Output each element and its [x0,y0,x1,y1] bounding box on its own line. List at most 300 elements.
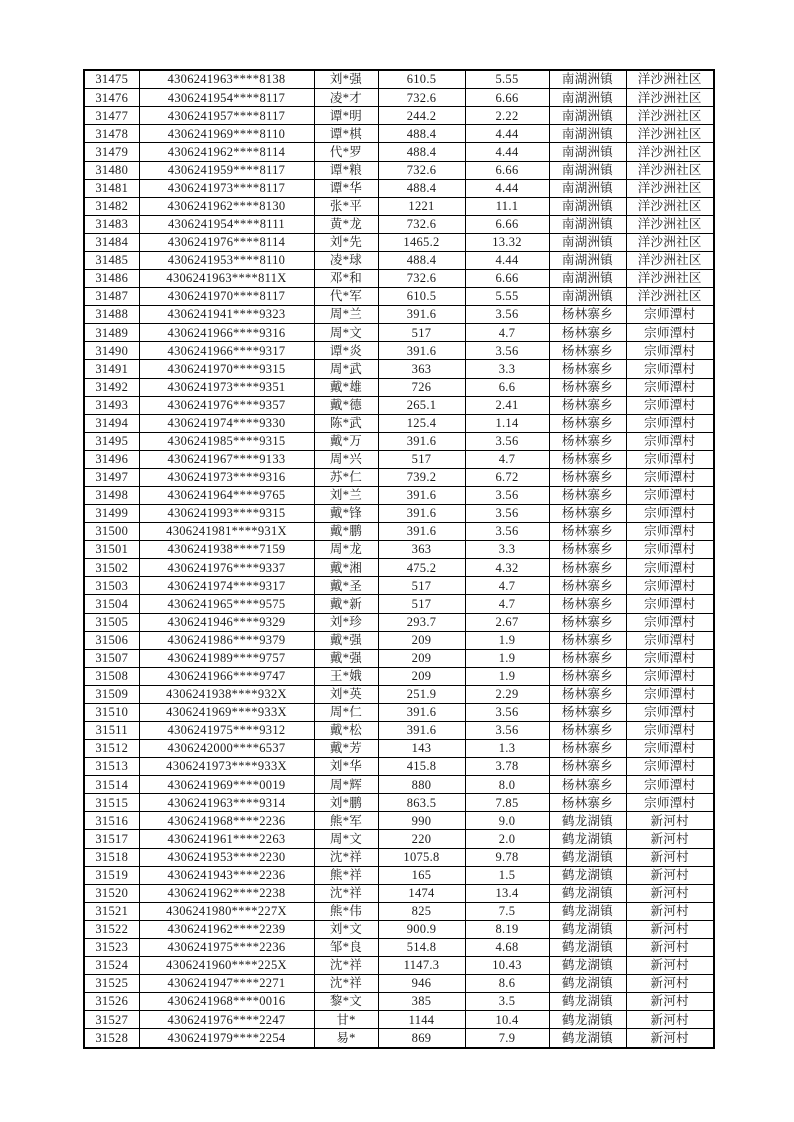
cell-amount: 1144 [378,1011,465,1029]
table-row [84,270,714,288]
cell-amount: 293.7 [378,613,465,631]
cell-village: 洋沙洲社区 [626,215,714,233]
cell-seq: 31503 [84,577,139,595]
cell-village: 洋沙洲社区 [626,161,714,179]
cell-town: 鹤龙湖镇 [549,848,626,866]
cell-seq: 31478 [84,125,139,143]
cell-village: 宗师潭村 [626,396,714,414]
cell-name: 刘*文 [314,920,378,938]
cell-name: 周*文 [314,830,378,848]
cell-name: 代*罗 [314,143,378,161]
cell-area: 3.56 [465,342,549,360]
cell-amount: 125.4 [378,414,465,432]
cell-name: 刘*兰 [314,486,378,504]
cell-amount: 385 [378,993,465,1011]
cell-seq: 31505 [84,613,139,631]
cell-area: 10.4 [465,1011,549,1029]
table-row [84,233,714,251]
cell-town: 杨林寨乡 [549,776,626,794]
cell-amount: 739.2 [378,468,465,486]
cell-town: 杨林寨乡 [549,631,626,649]
table-row [84,143,714,161]
cell-area: 6.72 [465,468,549,486]
cell-name: 沈*祥 [314,884,378,902]
cell-village: 新河村 [626,957,714,975]
cell-village: 洋沙洲社区 [626,70,714,89]
cell-area: 8.6 [465,975,549,993]
cell-area: 3.78 [465,758,549,776]
table-row [84,396,714,414]
cell-seq: 31485 [84,251,139,269]
cell-id: 4306241961****2263 [139,830,314,848]
cell-town: 南湖洲镇 [549,70,626,89]
cell-amount: 1075.8 [378,848,465,866]
cell-seq: 31498 [84,486,139,504]
table-row [84,324,714,342]
cell-name: 苏*仁 [314,468,378,486]
cell-amount: 363 [378,360,465,378]
cell-amount: 610.5 [378,288,465,306]
cell-town: 杨林寨乡 [549,613,626,631]
cell-town: 杨林寨乡 [549,360,626,378]
cell-town: 鹤龙湖镇 [549,993,626,1011]
cell-town: 鹤龙湖镇 [549,938,626,956]
cell-name: 戴*万 [314,432,378,450]
cell-seq: 31518 [84,848,139,866]
cell-village: 新河村 [626,993,714,1011]
cell-area: 3.3 [465,360,549,378]
cell-id: 4306241969****8110 [139,125,314,143]
cell-area: 9.0 [465,812,549,830]
cell-village: 洋沙洲社区 [626,270,714,288]
cell-town: 杨林寨乡 [549,414,626,432]
cell-village: 宗师潭村 [626,450,714,468]
cell-village: 宗师潭村 [626,613,714,631]
table-row [84,758,714,776]
cell-seq: 31489 [84,324,139,342]
cell-area: 11.1 [465,197,549,215]
cell-name: 刘*先 [314,233,378,251]
cell-name: 周*武 [314,360,378,378]
cell-village: 宗师潭村 [626,468,714,486]
cell-area: 4.44 [465,179,549,197]
cell-town: 杨林寨乡 [549,577,626,595]
cell-area: 6.66 [465,270,549,288]
cell-seq: 31491 [84,360,139,378]
cell-village: 宗师潭村 [626,595,714,613]
cell-seq: 31477 [84,107,139,125]
cell-seq: 31475 [84,70,139,89]
cell-amount: 391.6 [378,523,465,541]
cell-id: 4306241969****933X [139,703,314,721]
cell-area: 2.67 [465,613,549,631]
table-row [84,559,714,577]
cell-area: 4.32 [465,559,549,577]
cell-town: 杨林寨乡 [549,721,626,739]
cell-town: 鹤龙湖镇 [549,884,626,902]
cell-name: 周*兰 [314,306,378,324]
cell-village: 宗师潭村 [626,486,714,504]
cell-town: 南湖洲镇 [549,215,626,233]
table-row [84,378,714,396]
table-row [84,794,714,812]
cell-town: 鹤龙湖镇 [549,920,626,938]
cell-village: 宗师潭村 [626,541,714,559]
cell-id: 4306241962****8130 [139,197,314,215]
cell-id: 4306241966****9316 [139,324,314,342]
table-row [84,432,714,450]
table-row [84,920,714,938]
cell-village: 洋沙洲社区 [626,143,714,161]
cell-town: 南湖洲镇 [549,251,626,269]
table-row [84,215,714,233]
table-row [84,70,714,89]
cell-seq: 31501 [84,541,139,559]
cell-name: 熊*军 [314,812,378,830]
cell-area: 7.9 [465,1029,549,1048]
cell-area: 3.56 [465,703,549,721]
cell-town: 南湖洲镇 [549,161,626,179]
cell-amount: 488.4 [378,179,465,197]
cell-area: 8.0 [465,776,549,794]
cell-name: 刘*英 [314,685,378,703]
cell-id: 4306241968****2236 [139,812,314,830]
cell-amount: 610.5 [378,70,465,89]
cell-name: 谭*炎 [314,342,378,360]
cell-id: 4306241979****2254 [139,1029,314,1048]
cell-name: 熊*伟 [314,902,378,920]
cell-name: 戴*松 [314,721,378,739]
cell-village: 宗师潭村 [626,523,714,541]
cell-seq: 31515 [84,794,139,812]
table-row [84,902,714,920]
cell-town: 南湖洲镇 [549,179,626,197]
cell-amount: 391.6 [378,505,465,523]
cell-id: 4306241974****9330 [139,414,314,432]
cell-name: 周*文 [314,324,378,342]
table-row [84,414,714,432]
table-row [84,595,714,613]
cell-village: 宗师潭村 [626,649,714,667]
cell-seq: 31481 [84,179,139,197]
cell-village: 洋沙洲社区 [626,179,714,197]
cell-area: 5.55 [465,70,549,89]
cell-id: 4306241967****9133 [139,450,314,468]
table-row [84,703,714,721]
cell-town: 鹤龙湖镇 [549,957,626,975]
cell-id: 4306241962****2238 [139,884,314,902]
cell-town: 杨林寨乡 [549,794,626,812]
cell-seq: 31519 [84,866,139,884]
table-row [84,523,714,541]
cell-village: 新河村 [626,1011,714,1029]
cell-town: 杨林寨乡 [549,342,626,360]
cell-amount: 391.6 [378,432,465,450]
cell-village: 新河村 [626,848,714,866]
cell-amount: 488.4 [378,125,465,143]
cell-area: 10.43 [465,957,549,975]
cell-name: 谭*粮 [314,161,378,179]
cell-name: 王*娥 [314,667,378,685]
cell-amount: 1147.3 [378,957,465,975]
cell-seq: 31488 [84,306,139,324]
cell-amount: 1474 [378,884,465,902]
cell-area: 4.68 [465,938,549,956]
cell-seq: 31493 [84,396,139,414]
cell-town: 鹤龙湖镇 [549,902,626,920]
cell-seq: 31523 [84,938,139,956]
cell-id: 4306241973****8117 [139,179,314,197]
cell-amount: 869 [378,1029,465,1048]
cell-area: 4.44 [465,251,549,269]
cell-area: 6.66 [465,161,549,179]
cell-id: 4306241993****9315 [139,505,314,523]
cell-amount: 209 [378,649,465,667]
cell-village: 洋沙洲社区 [626,125,714,143]
cell-town: 南湖洲镇 [549,197,626,215]
cell-amount: 1221 [378,197,465,215]
cell-area: 3.56 [465,721,549,739]
cell-id: 4306241953****2230 [139,848,314,866]
cell-id: 4306241968****0016 [139,993,314,1011]
cell-amount: 209 [378,631,465,649]
cell-town: 鹤龙湖镇 [549,1029,626,1048]
cell-name: 邓*和 [314,270,378,288]
cell-amount: 363 [378,541,465,559]
cell-village: 宗师潭村 [626,559,714,577]
cell-id: 4306242000****6537 [139,740,314,758]
cell-town: 杨林寨乡 [549,468,626,486]
table-row [84,975,714,993]
cell-seq: 31516 [84,812,139,830]
cell-amount: 517 [378,577,465,595]
cell-amount: 900.9 [378,920,465,938]
cell-id: 4306241976****2247 [139,1011,314,1029]
cell-name: 戴*强 [314,631,378,649]
cell-amount: 825 [378,902,465,920]
cell-area: 3.56 [465,486,549,504]
cell-seq: 31492 [84,378,139,396]
cell-seq: 31508 [84,667,139,685]
cell-town: 杨林寨乡 [549,667,626,685]
cell-area: 9.78 [465,848,549,866]
cell-village: 宗师潭村 [626,342,714,360]
cell-seq: 31487 [84,288,139,306]
cell-area: 2.22 [465,107,549,125]
cell-village: 宗师潭村 [626,740,714,758]
cell-seq: 31506 [84,631,139,649]
cell-area: 4.7 [465,577,549,595]
cell-town: 鹤龙湖镇 [549,866,626,884]
cell-id: 4306241976****9357 [139,396,314,414]
cell-id: 4306241962****2239 [139,920,314,938]
cell-id: 4306241976****9337 [139,559,314,577]
cell-id: 4306241954****8111 [139,215,314,233]
cell-area: 6.66 [465,89,549,107]
cell-seq: 31497 [84,468,139,486]
cell-id: 4306241981****931X [139,523,314,541]
cell-amount: 517 [378,324,465,342]
table-row [84,812,714,830]
table-row [84,667,714,685]
cell-town: 南湖洲镇 [549,107,626,125]
cell-name: 刘*鹏 [314,794,378,812]
cell-seq: 31499 [84,505,139,523]
cell-name: 邹*良 [314,938,378,956]
cell-area: 4.7 [465,324,549,342]
table-row [84,577,714,595]
cell-area: 1.9 [465,649,549,667]
cell-town: 杨林寨乡 [549,486,626,504]
cell-id: 4306241976****8114 [139,233,314,251]
cell-town: 杨林寨乡 [549,306,626,324]
table-row [84,649,714,667]
cell-town: 杨林寨乡 [549,703,626,721]
cell-seq: 31483 [84,215,139,233]
table-row [84,541,714,559]
cell-id: 4306241963****811X [139,270,314,288]
cell-village: 洋沙洲社区 [626,197,714,215]
cell-seq: 31509 [84,685,139,703]
cell-area: 1.14 [465,414,549,432]
cell-amount: 863.5 [378,794,465,812]
cell-village: 宗师潭村 [626,721,714,739]
cell-seq: 31520 [84,884,139,902]
cell-id: 4306241959****8117 [139,161,314,179]
cell-id: 4306241973****9351 [139,378,314,396]
cell-village: 洋沙洲社区 [626,251,714,269]
cell-id: 4306241941****9323 [139,306,314,324]
cell-seq: 31521 [84,902,139,920]
cell-name: 刘*华 [314,758,378,776]
table-row [84,613,714,631]
cell-name: 刘*强 [314,70,378,89]
cell-village: 宗师潭村 [626,324,714,342]
cell-name: 易* [314,1029,378,1048]
cell-area: 2.41 [465,396,549,414]
cell-amount: 475.2 [378,559,465,577]
cell-seq: 31522 [84,920,139,938]
cell-id: 4306241974****9317 [139,577,314,595]
table-row [84,360,714,378]
cell-village: 宗师潭村 [626,577,714,595]
cell-name: 凌*球 [314,251,378,269]
cell-amount: 514.8 [378,938,465,956]
cell-village: 洋沙洲社区 [626,89,714,107]
table-row [84,306,714,324]
table-row [84,288,714,306]
cell-town: 杨林寨乡 [549,541,626,559]
cell-town: 杨林寨乡 [549,505,626,523]
cell-town: 杨林寨乡 [549,758,626,776]
cell-name: 戴*湘 [314,559,378,577]
cell-name: 刘*珍 [314,613,378,631]
table-body [84,70,714,1048]
table-row [84,830,714,848]
cell-area: 4.7 [465,595,549,613]
table-row [84,342,714,360]
table-row [84,631,714,649]
cell-id: 4306241962****8114 [139,143,314,161]
cell-id: 4306241947****2271 [139,975,314,993]
cell-town: 杨林寨乡 [549,559,626,577]
cell-town: 杨林寨乡 [549,450,626,468]
cell-seq: 31507 [84,649,139,667]
cell-town: 南湖洲镇 [549,288,626,306]
cell-amount: 726 [378,378,465,396]
cell-name: 陈*武 [314,414,378,432]
cell-name: 周*兴 [314,450,378,468]
cell-town: 杨林寨乡 [549,523,626,541]
cell-name: 黎*文 [314,993,378,1011]
cell-name: 黄*龙 [314,215,378,233]
cell-seq: 31484 [84,233,139,251]
cell-amount: 880 [378,776,465,794]
cell-village: 宗师潭村 [626,505,714,523]
table-row [84,89,714,107]
cell-id: 4306241989****9757 [139,649,314,667]
cell-name: 沈*祥 [314,848,378,866]
cell-seq: 31476 [84,89,139,107]
cell-amount: 391.6 [378,306,465,324]
cell-name: 周*辉 [314,776,378,794]
cell-name: 代*军 [314,288,378,306]
cell-village: 新河村 [626,866,714,884]
cell-seq: 31525 [84,975,139,993]
cell-amount: 732.6 [378,89,465,107]
cell-amount: 143 [378,740,465,758]
cell-village: 宗师潭村 [626,306,714,324]
cell-amount: 488.4 [378,143,465,161]
cell-amount: 265.1 [378,396,465,414]
cell-area: 3.5 [465,993,549,1011]
cell-village: 宗师潭村 [626,432,714,450]
cell-village: 宗师潭村 [626,631,714,649]
cell-area: 3.56 [465,432,549,450]
cell-amount: 732.6 [378,161,465,179]
cell-name: 沈*祥 [314,957,378,975]
cell-name: 周*仁 [314,703,378,721]
table-row [84,161,714,179]
cell-town: 南湖洲镇 [549,233,626,251]
cell-town: 鹤龙湖镇 [549,830,626,848]
cell-village: 新河村 [626,812,714,830]
cell-area: 1.9 [465,631,549,649]
cell-village: 洋沙洲社区 [626,233,714,251]
cell-town: 杨林寨乡 [549,685,626,703]
cell-seq: 31495 [84,432,139,450]
cell-town: 南湖洲镇 [549,89,626,107]
cell-area: 1.9 [465,667,549,685]
cell-seq: 31486 [84,270,139,288]
cell-town: 鹤龙湖镇 [549,812,626,830]
cell-village: 宗师潭村 [626,414,714,432]
cell-town: 杨林寨乡 [549,649,626,667]
table-row [84,486,714,504]
cell-seq: 31511 [84,721,139,739]
cell-amount: 391.6 [378,721,465,739]
cell-town: 南湖洲镇 [549,270,626,288]
cell-name: 戴*强 [314,649,378,667]
table-row [84,685,714,703]
cell-name: 熊*祥 [314,866,378,884]
cell-name: 戴*圣 [314,577,378,595]
cell-name: 张*平 [314,197,378,215]
cell-village: 新河村 [626,920,714,938]
cell-amount: 244.2 [378,107,465,125]
cell-id: 4306241975****9312 [139,721,314,739]
cell-id: 4306241966****9317 [139,342,314,360]
